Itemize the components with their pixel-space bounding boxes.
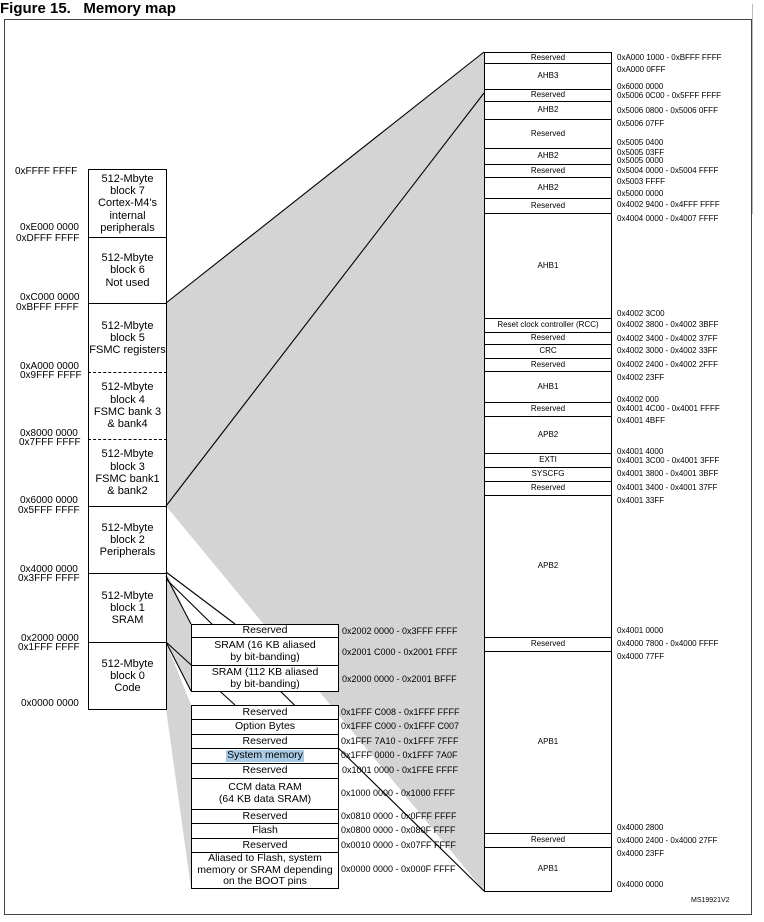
sram-region: SRAM (16 KB aliased by bit-banding) xyxy=(191,637,339,666)
peripheral-address: 0x4000 7800 - 0x4000 FFFF xyxy=(617,639,719,648)
peripheral-region: Reserved xyxy=(484,833,612,848)
peripheral-region: Reserved xyxy=(484,402,612,417)
block-address: 0xBFFF FFFF xyxy=(16,302,79,313)
peripheral-region: Reserved xyxy=(484,637,612,652)
peripheral-address: 0x4000 77FF xyxy=(617,652,665,661)
peripheral-region: APB1 xyxy=(484,651,612,834)
memory-block-5: 512-Mbyte block 5 FSMC registers xyxy=(88,303,167,372)
block-address: 0x9FFF FFFF xyxy=(20,370,82,381)
code-range: 0x0800 0000 - 0x080F FFFF xyxy=(341,825,456,835)
peripheral-address: 0x4002 9400 - 0x4FFF FFFF xyxy=(617,200,720,209)
sram-region: SRAM (112 KB aliased by bit-banding) xyxy=(191,665,339,692)
peripheral-address: 0x4001 33FF xyxy=(617,496,665,505)
peripheral-address: 0x4001 4C00 - 0x4001 FFFF xyxy=(617,404,720,413)
code-range: 0x0000 0000 - 0x000F FFFF xyxy=(341,864,456,874)
peripheral-region: AHB1 xyxy=(484,213,612,319)
sram-range: 0x2000 0000 - 0x2001 BFFF xyxy=(342,674,457,684)
peripheral-address: 0x4002 000 xyxy=(617,395,659,404)
peripheral-address: 0x4001 0000 xyxy=(617,626,664,635)
block-address: 0xE000 0000 xyxy=(20,222,79,233)
peripheral-address: 0x6000 0000 xyxy=(617,82,664,91)
peripheral-region: Reserved xyxy=(484,89,612,102)
code-region: Reserved xyxy=(191,705,339,720)
peripheral-address: 0x4002 3800 - 0x4002 3BFF xyxy=(617,320,719,329)
memory-block-4: 512-Mbyte block 4 FSMC bank 3 & bank4 xyxy=(88,372,167,439)
peripheral-address: 0x4001 4000 xyxy=(617,447,664,456)
peripheral-address: 0x4000 23FF xyxy=(617,849,665,858)
block-address: 0x8000 0000 xyxy=(20,428,78,439)
memory-block-6: 512-Mbyte block 6 Not used xyxy=(88,237,167,304)
peripheral-address: 0x4001 3C00 - 0x4001 3FFF xyxy=(617,456,720,465)
peripheral-address: 0x4002 3C00 xyxy=(617,309,665,318)
peripheral-address: 0x4001 3400 - 0x4001 37FF xyxy=(617,483,718,492)
peripheral-region: AHB2 xyxy=(484,177,612,199)
peripheral-region: AHB2 xyxy=(484,148,612,165)
code-region: Option Bytes xyxy=(191,719,339,735)
block-address: 0x1FFF FFFF xyxy=(18,642,80,653)
figure-id: MS19921V2 xyxy=(691,897,730,904)
memory-block-2: 512-Mbyte block 2 Peripherals xyxy=(88,506,167,574)
peripheral-address: 0xA000 1000 - 0xBFFF FFFF xyxy=(617,53,722,62)
code-range: 0x1FFF C008 - 0x1FFF FFFF xyxy=(341,707,460,717)
peripheral-region: EXTI xyxy=(484,453,612,468)
figure-name: Memory map xyxy=(83,0,176,17)
peripheral-region: Reserved xyxy=(484,332,612,345)
peripheral-region: AHB2 xyxy=(484,101,612,120)
sram-range: 0x2001 C000 - 0x2001 FFFF xyxy=(342,647,458,657)
code-range: 0x1FFF 0000 - 0x1FFF 7A0F xyxy=(341,750,458,760)
peripheral-region: AHB1 xyxy=(484,371,612,403)
code-range: 0x1FFF 7A10 - 0x1FFF 7FFF xyxy=(341,736,459,746)
peripheral-address: 0x5006 07FF xyxy=(617,119,665,128)
peripheral-address: 0x4002 3000 - 0x4002 33FF xyxy=(617,346,718,355)
peripheral-region: Reserved xyxy=(484,481,612,496)
peripheral-region: APB2 xyxy=(484,495,612,638)
block-address: 0x4000 0000 xyxy=(20,564,78,575)
peripheral-address: 0x5003 FFFF xyxy=(617,177,666,186)
code-range: 0x0010 0000 - 0x07FF FFFF xyxy=(341,840,457,850)
peripheral-address: 0x4001 4BFF xyxy=(617,416,666,425)
peripheral-address: 0x5004 0000 - 0x5004 FFFF xyxy=(617,166,719,175)
code-region: Flash xyxy=(191,823,339,839)
block-address: 0xC000 0000 xyxy=(20,292,80,303)
code-range: 0x0810 0000 - 0x0FFF FFFF xyxy=(341,811,457,821)
peripheral-region: Reserved xyxy=(484,164,612,178)
figure-label: Figure 15. xyxy=(0,0,71,17)
block-address: 0x2000 0000 xyxy=(21,633,79,644)
peripheral-address: 0x4000 0000 xyxy=(617,880,664,889)
block-address: 0xFFFF FFFF xyxy=(15,166,78,177)
peripheral-region: AHB3 xyxy=(484,63,612,90)
peripheral-address: 0x5005 0000 xyxy=(617,156,664,165)
peripheral-address: 0xA000 0FFF xyxy=(617,65,666,74)
code-region: Aliased to Flash, system memory or SRAM depending on the BOOT pins xyxy=(191,852,339,889)
peripheral-address: 0x5000 0000 xyxy=(617,189,664,198)
code-region: Reserved xyxy=(191,734,339,749)
memory-block-7: 512-Mbyte block 7 Cortex-M4's internal peripherals xyxy=(88,169,167,238)
sram-region: Reserved xyxy=(191,624,339,638)
peripheral-region: Reserved xyxy=(484,198,612,214)
peripheral-address: 0x5006 0C00 - 0x5FFF FFFF xyxy=(617,91,722,100)
block-address: 0xDFFF FFFF xyxy=(16,233,80,244)
peripheral-address: 0x4002 3400 - 0x4002 37FF xyxy=(617,334,718,343)
peripheral-address: 0x5005 0400 xyxy=(617,138,664,147)
peripheral-address: 0x4002 23FF xyxy=(617,373,665,382)
peripheral-region: SYSCFG xyxy=(484,467,612,482)
code-range: 0x1000 0000 - 0x1000 FFFF xyxy=(341,788,456,798)
block-address: 0xA000 0000 xyxy=(20,361,79,372)
peripheral-region: CRC xyxy=(484,344,612,359)
peripheral-address: 0x4000 2800 xyxy=(617,823,664,832)
code-range: 0x1FFF C000 - 0x1FFF C007 xyxy=(341,721,460,731)
peripheral-region: Reserved xyxy=(484,119,612,149)
code-region: Reserved xyxy=(191,809,339,824)
system-memory-highlight: System memory xyxy=(227,749,303,762)
peripheral-address: 0x4001 3800 - 0x4001 3BFF xyxy=(617,469,719,478)
peripheral-address: 0x4002 2400 - 0x4002 2FFF xyxy=(617,360,718,369)
code-region xyxy=(191,748,339,764)
block-address: 0x0000 0000 xyxy=(21,698,79,709)
block-address: 0x5FFF FFFF xyxy=(18,505,80,516)
peripheral-address: 0x4004 0000 - 0x4007 FFFF xyxy=(617,214,719,223)
peripheral-region: Reset clock controller (RCC) xyxy=(484,318,612,333)
peripheral-address: 0x4000 2400 - 0x4000 27FF xyxy=(617,836,718,845)
code-region: CCM data RAM (64 KB data SRAM) xyxy=(191,778,339,810)
memory-block-1: 512-Mbyte block 1 SRAM xyxy=(88,573,167,643)
block-address: 0x3FFF FFFF xyxy=(18,573,80,584)
memory-block-3: 512-Mbyte block 3 FSMC bank1 & bank2 xyxy=(88,439,167,507)
memory-block-0: 512-Mbyte block 0 Code xyxy=(88,642,167,710)
peripheral-region: Reserved xyxy=(484,358,612,372)
peripheral-address: 0x5005 03FF xyxy=(617,148,665,157)
block-address: 0x7FFF FFFF xyxy=(19,437,81,448)
block-address: 0x6000 0000 xyxy=(20,495,78,506)
sram-range: 0x2002 0000 - 0x3FFF FFFF xyxy=(342,626,458,636)
peripheral-region: Reserved xyxy=(484,52,612,64)
peripheral-region: APB1 xyxy=(484,847,612,892)
code-region: Reserved xyxy=(191,763,339,779)
peripheral-region: APB2 xyxy=(484,416,612,454)
code-region: Reserved xyxy=(191,838,339,853)
peripheral-address: 0x5006 0800 - 0x5006 0FFF xyxy=(617,106,718,115)
code-range: 0x1001 0000 - 0x1FFE FFFF xyxy=(342,765,459,775)
